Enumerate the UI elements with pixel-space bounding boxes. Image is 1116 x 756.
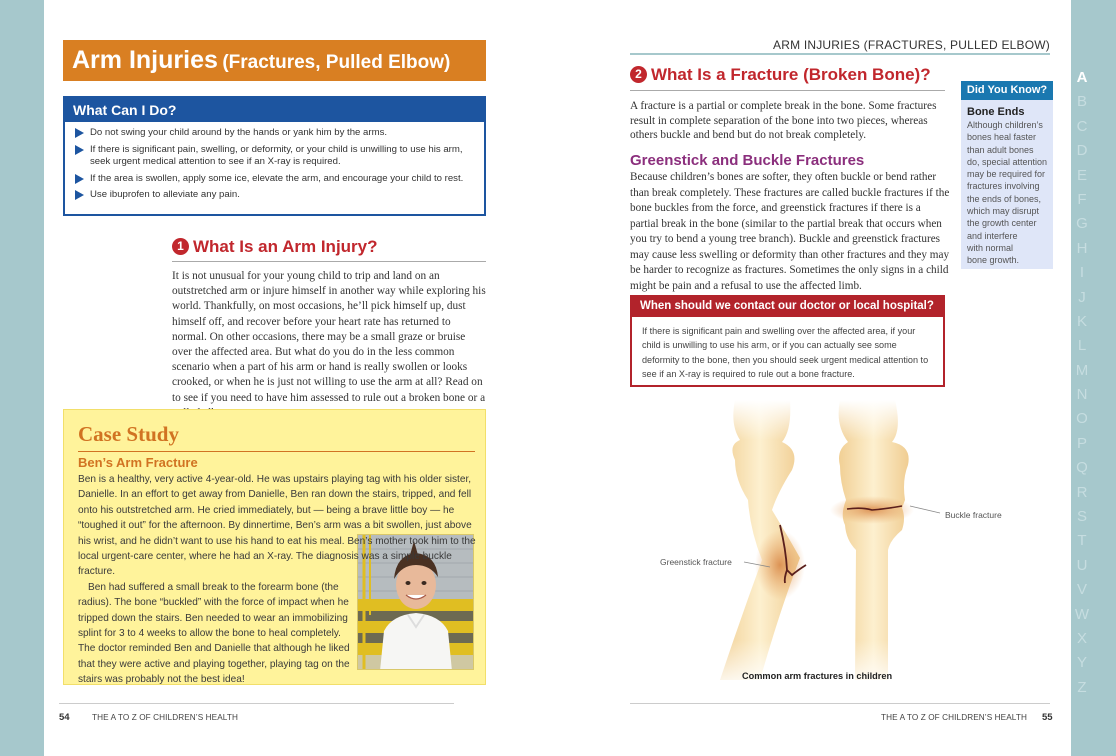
list-item-text: Use ibuprofen to alleviate any pain. — [90, 189, 240, 200]
alphabet-tab-j[interactable]: J — [1078, 288, 1086, 306]
chapter-title-main: Arm Injuries — [72, 46, 218, 74]
did-you-know-line: which may disrupt — [967, 206, 1040, 217]
alphabet-tab-o[interactable]: O — [1076, 410, 1088, 428]
alphabet-tab-k[interactable]: K — [1076, 312, 1087, 330]
chapter-title — [63, 40, 486, 81]
chapter-title-sub: (Fractures, Pulled Elbow) — [222, 52, 451, 73]
alphabet-tab-m[interactable]: M — [1075, 361, 1089, 379]
when-to-contact-box — [630, 295, 945, 387]
did-you-know-line: bones heal faster — [967, 132, 1037, 143]
case-study-title: Case Study — [78, 422, 179, 446]
did-you-know-line: with normal — [967, 242, 1014, 253]
fracture-illustration — [640, 400, 1020, 690]
running-head-rule — [630, 53, 1050, 55]
alphabet-tab-b[interactable]: B — [1076, 93, 1087, 111]
alphabet-tab-e[interactable]: E — [1076, 166, 1087, 184]
section-2-rule — [630, 90, 945, 91]
list-item — [75, 127, 476, 140]
did-you-know-heading: Did You Know? — [961, 81, 1053, 100]
footer-book-title-right: THE A TO Z OF CHILDREN’S HEALTH — [881, 713, 1027, 722]
triangle-bullet-icon — [75, 128, 84, 138]
alphabet-tab-y[interactable]: Y — [1076, 654, 1087, 672]
alphabet-tab-r[interactable]: R — [1076, 483, 1088, 501]
alphabet-tab-l[interactable]: L — [1077, 337, 1087, 355]
alphabet-tab-q[interactable]: Q — [1076, 459, 1088, 477]
alphabet-tab-p[interactable]: P — [1076, 434, 1087, 452]
list-item — [75, 189, 476, 202]
list-item-text: If the area is swollen, apply some ice, elevate the arm, and encourage your child to rest. — [90, 172, 464, 184]
alphabet-tab-d[interactable]: D — [1076, 142, 1088, 160]
alphabet-tab-w[interactable]: W — [1074, 605, 1090, 623]
case-study-box — [63, 409, 486, 685]
section-1-body: It is not unusual for your young child to trip and land on an outstretched arm or injure himself in another way while exploring his world. Thankfully, on most occasions, he’ll pick himself up, dust himself off, and recover before your heart rate has returned to normal. On other occasions, there may be a small graze or bruise over the affected area. But what do you do in the less common scenario when a part of his arm or hand is really swollen or looks crooked, or when he is just not willing to use the arm at all? Read on to see if you need to have him assessed to rule out a broken bone or a — [172, 270, 486, 404]
alphabet-tab-x[interactable]: X — [1076, 629, 1087, 647]
left-margin-band — [0, 0, 44, 756]
did-you-know-line: than adult bones — [967, 144, 1034, 155]
section-2-body: A fracture is a partial or complete break in the bone. Some fractures result in complete separation of the bone into two pieces, whereas others buckle and bend but do not break completely. — [630, 100, 937, 141]
what-can-i-do-box — [63, 96, 486, 216]
triangle-bullet-icon — [75, 190, 84, 200]
greenstick-heading: Greenstick and Buckle Fractures — [630, 152, 865, 169]
page-number-left: 54 — [59, 712, 70, 723]
when-to-contact-body: If there is significant pain and swelling over the affected area, if your child is unwilling to use his arm, or if you can actually see some deformity to the bone, then you should seek urgent medical attention to see if an X-ray is required to rule out a bone fracture. — [642, 326, 929, 379]
alphabet-tab-f[interactable]: F — [1077, 190, 1087, 208]
did-you-know-line: the ends of bones, — [967, 193, 1042, 204]
alphabet-tab-v[interactable]: V — [1076, 581, 1087, 599]
alphabet-tab-i[interactable]: I — [1079, 264, 1085, 282]
buckle-label: Buckle fracture — [945, 510, 1002, 520]
did-you-know-line: fractures involving — [967, 181, 1040, 192]
list-item — [75, 173, 476, 186]
buckle-leader-line — [910, 506, 940, 513]
list-item-text: If there is significant pain, swelling, or deformity, or your child is unwilling to use his arm, seek urgent medical attention to see if an X-ray is required. — [90, 143, 463, 167]
page-number-right: 55 — [1042, 712, 1053, 723]
greenstick-label: Greenstick fracture — [660, 557, 732, 567]
alphabet-tab-h[interactable]: H — [1076, 239, 1088, 257]
section-2-title: What Is a Fracture (Broken Bone)? — [651, 65, 931, 84]
triangle-bullet-icon — [75, 145, 84, 155]
alphabet-tab-s[interactable]: S — [1076, 508, 1087, 526]
section-1-heading — [172, 237, 378, 257]
alphabet-tab-g[interactable]: G — [1076, 215, 1088, 233]
did-you-know-line: the growth center — [967, 218, 1037, 229]
running-head: ARM INJURIES (FRACTURES, PULLED ELBOW) — [773, 38, 1050, 52]
did-you-know-text — [961, 118, 1053, 267]
footer-book-title-left: THE A TO Z OF CHILDREN’S HEALTH — [92, 713, 238, 722]
case-study-rule — [78, 451, 475, 452]
case-study-subtitle: Ben’s Arm Fracture — [78, 455, 198, 470]
section-1-rule — [172, 261, 486, 262]
footer-rule — [630, 703, 1050, 704]
alphabet-tab-z[interactable]: Z — [1077, 678, 1087, 696]
alphabet-tab-t[interactable]: T — [1077, 532, 1087, 550]
list-item — [75, 144, 476, 169]
did-you-know-line: and interfere — [967, 230, 1018, 241]
alphabet-tab-n[interactable]: N — [1076, 386, 1088, 404]
case-study-paragraph-1: Ben is a healthy, very active 4-year-old. He was upstairs playing tag with his older sister, Danielle. In an effort to get away from Danielle, Ben ran down the stairs, tripped, and fell onto his outstretched arm. He cried immediately, but — being a brave little boy — he “toughed it out” for the afternoon. By dinnertime, Ben’s arm was a bit swollen, just above his wrist, and he didn’t want to use his hand to eat his meal. Ben’s mother took him to the local urgent-care center, where he had an X-ray. The diagnosis was a simple buckle fracture. — [78, 474, 476, 578]
what-can-i-do-list — [65, 122, 484, 202]
section-2-heading — [630, 65, 931, 85]
when-to-contact-heading: When should we contact our doctor or local hospital? — [632, 297, 943, 317]
illustration-caption: Common arm fractures in children — [742, 671, 893, 681]
greenstick-body: Because children’s bones are softer, they often buckle or bend rather than break completely. These fractures are called buckle fractures if the bone buckles from the force, and greenstick fractures if there is a partial break in the bone (similar to the partial break that occurs when you try to bend a young tree branch). Buckle and greenstick fractures may cause less swelling or deformity than other fractures and they may be harder to recognize as fractures. Sometimes the only signs in a child might be pain and a refusal to use the affected limb. — [630, 171, 950, 292]
triangle-bullet-icon — [75, 174, 84, 184]
what-can-i-do-heading: What Can I Do? — [65, 98, 484, 122]
alphabet-tab-a[interactable]: A — [1076, 69, 1088, 86]
did-you-know-subheading: Bone Ends — [967, 106, 1025, 118]
bones-diagram — [640, 400, 1020, 690]
case-study-paragraph-2: Ben had suffered a small break to the forearm bone (the radius). The bone “buckled” with the force of impact when he tripped down the stairs. Ben needed to wear an immobilizing splint for 3 to 4 weeks to allow the bone to heal completely. The doctor reminded Ben and Danielle that although he liked that they were active and playing together, playing tag on the stairs was probably not the best idea! — [78, 581, 350, 686]
buckle-bone — [830, 400, 914, 680]
section-number-badge: 2 — [630, 66, 647, 83]
case-study-text — [78, 472, 478, 688]
greenstick-bone — [720, 400, 806, 680]
section-number-badge: 1 — [172, 238, 189, 255]
alphabet-tab-u[interactable]: U — [1076, 556, 1088, 574]
did-you-know-line: bone growth. — [967, 255, 1020, 266]
list-item-text: Do not swing your child around by the hands or yank him by the arms. — [90, 127, 388, 138]
did-you-know-line: do, special attention — [967, 156, 1048, 167]
section-1-title: What Is an Arm Injury? — [193, 237, 378, 256]
footer-rule — [59, 703, 454, 704]
did-you-know-box — [961, 81, 1053, 269]
did-you-know-line: may be required for — [967, 169, 1046, 180]
did-you-know-line: Although children’s — [967, 120, 1043, 130]
alphabet-index — [1071, 66, 1093, 700]
alphabet-tab-c[interactable]: C — [1076, 117, 1088, 135]
